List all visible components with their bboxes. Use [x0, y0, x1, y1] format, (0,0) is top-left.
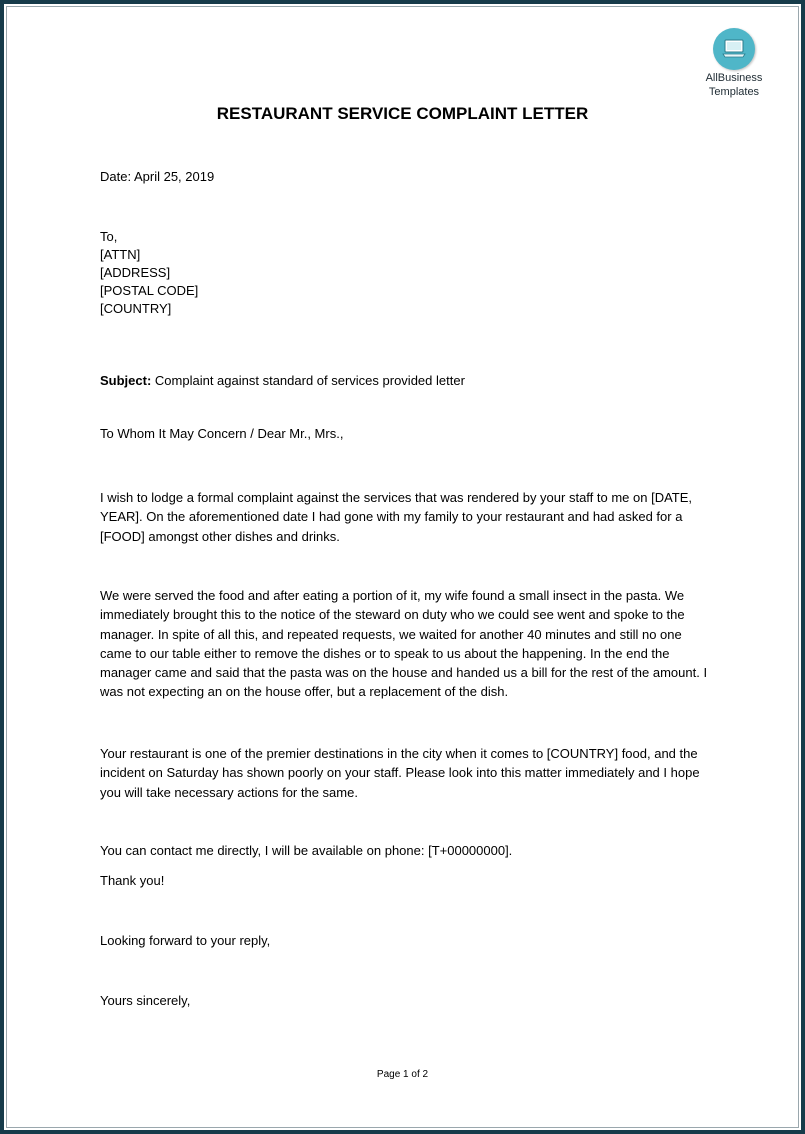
recipient-postal-code: [POSTAL CODE] [100, 283, 199, 298]
laptop-icon [713, 28, 755, 70]
closing-yours-sincerely: Yours sincerely, [100, 993, 191, 1008]
allbusiness-logo [696, 28, 772, 98]
recipient-attn: [ATTN] [100, 247, 141, 262]
salutation: To Whom It May Concern / Dear Mr., Mrs., [100, 426, 344, 441]
letter-date: Date: April 25, 2019 [100, 169, 215, 184]
recipient-country: [COUNTRY] [100, 301, 172, 316]
subject-line [100, 371, 465, 390]
thanks-line: Thank you! [100, 873, 165, 888]
paragraph-3: Your restaurant is one of the premier destinations in the city when it comes to [COUNTRY] food, and the incident on Saturday has shown poorly on your staff. Please look into this matter immediately and I hope you will take necessary actions for the same. [100, 746, 700, 800]
document-title: RESTAURANT SERVICE COMPLAINT LETTER [216, 104, 589, 123]
logo-text-line1: AllBusiness [705, 72, 763, 84]
recipient-address: [ADDRESS] [100, 265, 171, 280]
closing-looking-forward: Looking forward to your reply, [100, 933, 271, 948]
page-number: Page 1 of 2 [376, 1069, 429, 1080]
paragraph-1: I wish to lodge a formal complaint against the services that was rendered by your staff to me on [DATE, YEAR]. On the aforementioned date I had gone with my family to your restaurant and had asked for a [FOOD] amongst other dishes and drinks. [100, 490, 693, 544]
contact-line: You can contact me directly, I will be available on phone: [T+00000000]. [100, 843, 513, 858]
subject-label: Subject: [100, 373, 152, 388]
subject-text: Complaint against standard of services provided letter [151, 373, 465, 388]
recipient-to: To, [100, 229, 118, 244]
logo-text-line2: Templates [708, 86, 760, 98]
paragraph-2: We were served the food and after eating a portion of it, my wife found a small insect in the pasta. We immediately brought this to the notice of the steward on duty who we could see went and spoke to the manager. In spite of all this, and repeated requests, we waited for another 40 minutes and still no one came to our table either to remove the dishes or to speak to us about the happening. In the end the manager came and said that the pasta was on the house and handed us a bill for the rest of the amount. I was not expecting an on the house offer, but a replacement of the dish. [100, 588, 708, 700]
